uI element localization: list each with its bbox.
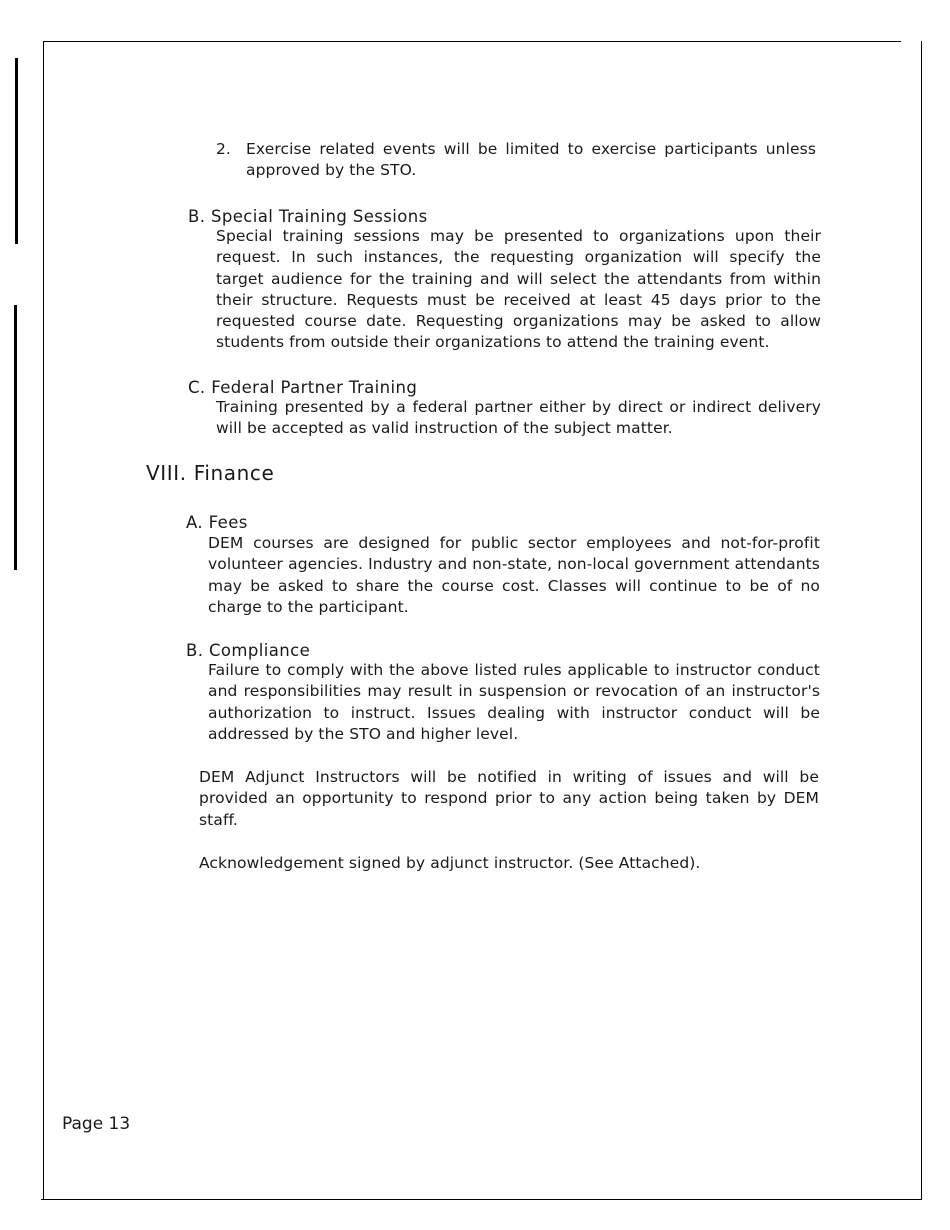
change-bar — [15, 58, 18, 244]
federal-partner-body: Training presented by a federal partner either by direct or indirect delivery will be accepted as valid instruction of the subject matter. — [216, 398, 821, 438]
notification-paragraph: DEM Adjunct Instructors will be notified in writing of issues and will be provided an opportunity to respond prior to any action being taken by DEM staff. — [199, 768, 819, 829]
fees-body: DEM courses are designed for public sector employees and not-for-profit volunteer agencies. Industry and non-state, non-local government attendants may be asked to share the course cost. Classes will continue to be of no charge to the participant. — [208, 534, 820, 616]
fees-heading: A. Fees — [186, 513, 248, 532]
page-number: Page 13 — [62, 1114, 131, 1134]
list-item-text: Exercise related events will be limited to exercise participants unless approved by the STO. — [246, 140, 816, 180]
compliance-body: Failure to comply with the above listed rules applicable to instructor conduct and responsibilities may result in suspension or revocation of an instructor's authorization to instruct. Issues dealing with instructor conduct will be addressed by the STO and higher level. — [208, 661, 820, 743]
change-bar — [14, 305, 17, 570]
list-item-number: 2. — [216, 140, 231, 158]
border-top — [43, 41, 901, 42]
acknowledgement-line: Acknowledgement signed by adjunct instructor. (See Attached). — [199, 854, 701, 872]
federal-partner-heading: C. Federal Partner Training — [188, 378, 418, 397]
special-training-heading: B. Special Training Sessions — [188, 207, 428, 226]
border-left — [43, 41, 44, 1199]
compliance-heading: B. Compliance — [186, 641, 311, 660]
border-right — [921, 41, 922, 1199]
border-bottom — [41, 1199, 922, 1200]
finance-heading: VIII. Finance — [146, 461, 275, 485]
special-training-body: Special training sessions may be presented to organizations upon their request. In such instances, the requesting organization will specify the target audience for the training and will select the attendants from within their structure. Requests must be received at least 45 days prior to the requested course date. Requesting organizations may be asked to allow students from outside their organizations to attend the training event. — [216, 227, 821, 352]
